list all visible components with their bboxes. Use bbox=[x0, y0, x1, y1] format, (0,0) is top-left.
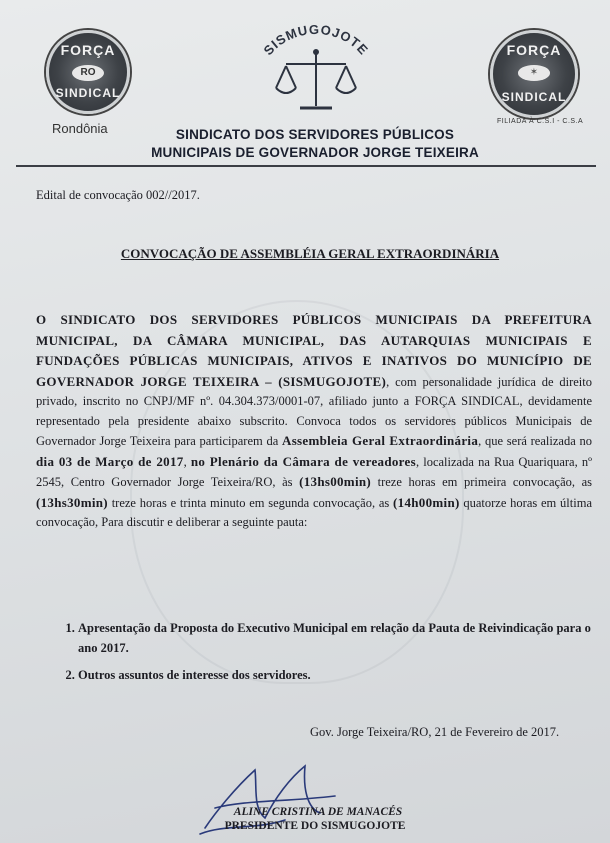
body-text-5: treze horas em primeira convocação, as bbox=[371, 475, 592, 489]
org-heading-line1: SINDICATO DOS SERVIDORES PÚBLICOS bbox=[175, 127, 455, 142]
agenda-item: 1. Apresentação da Proposta do Executivo Municipal em relação da Pauta de Reivindicação para o ano 2017. bbox=[78, 619, 608, 658]
agenda-item: 2. Outros assuntos de interesse dos servidores. bbox=[78, 666, 608, 686]
body-text-1: , com personalidade jurídica de direito privado, inscrito no CNPJ/MF nº. 04.304.373/0001-07, afiliado junto a FORÇA SINDICAL, devidamente representado pela presidente abaixo subscrito. Convoca todos os servidores públicos Municipais de Governador Jorge Teixeira para participarem da bbox=[36, 374, 592, 448]
edital-reference: Edital de convocação 002//2017. bbox=[36, 188, 200, 202]
logo-left-caption: Rondônia bbox=[52, 121, 108, 136]
signatory-name: ALINE CRISTINA DE MANACÉS bbox=[233, 806, 403, 818]
forca-sindical-rondonia-logo bbox=[46, 30, 130, 114]
forca-sindical-logo bbox=[490, 30, 578, 118]
org-heading-line2: MUNICIPAIS DE GOVERNADOR JORGE TEIXEIRA bbox=[151, 145, 479, 160]
sismugojote-emblem bbox=[246, 22, 386, 120]
logo-right-bottom-text: SINDICAL bbox=[501, 90, 567, 104]
header-divider bbox=[16, 165, 596, 167]
last-call-time: (14h00min) bbox=[393, 494, 460, 510]
assembly-venue: no Plenário da Câmara de vereadores bbox=[190, 453, 416, 469]
body-text-3: , bbox=[183, 454, 191, 469]
logo-left-top-text: FORÇA bbox=[60, 42, 116, 58]
logo-left-bottom-text: SINDICAL bbox=[55, 86, 121, 100]
body-text-6: treze horas e trinta minuto em segunda convocação, as bbox=[107, 495, 394, 510]
second-call-time: (13hs30min) bbox=[36, 494, 108, 510]
convocation-body bbox=[36, 310, 592, 533]
first-call-time: (13hs00min) bbox=[299, 474, 372, 489]
emblem-arc-text: SISMUGOJOTE bbox=[260, 22, 372, 58]
assembly-name: Assembleia Geral Extraordinária bbox=[282, 433, 479, 448]
assembly-date: dia 03 de Março de 2017 bbox=[36, 453, 184, 469]
agenda-list bbox=[58, 619, 608, 694]
body-text-4: , localizada na Rua Quariquara, nº 2545, Centro Governador Jorge Teixeira/RO, às bbox=[36, 454, 592, 489]
body-text-7: quatorze horas em última convocação, Para discutir e deliberar a seguinte pauta: bbox=[36, 495, 592, 529]
org-full-name: O SINDICATO DOS SERVIDORES PÚBLICOS MUNICIPAIS DA PREFEITURA MUNICIPAL, DA CÂMARA MUNICIPAL, DAS AUTARQUIAS MUNICIPAIS E FUNDAÇÕES PÚBLICAS MUNICIPAIS, ATIVOS E INATIVOS DO MUNICÍPIO DE GOVERNADOR JORGE TEIXEIRA – (SISMUGOJOTE) bbox=[36, 312, 592, 389]
logo-right-center-star: ✶ bbox=[518, 65, 551, 81]
logo-right-top-text: FORÇA bbox=[506, 42, 562, 58]
signatory-role: PRESIDENTE DO SISMUGOJOTE bbox=[224, 820, 406, 832]
body-text-2: , que será realizada no bbox=[478, 434, 592, 448]
document-title: CONVOCAÇÃO DE ASSEMBLÉIA GERAL EXTRAORDINÁRIA bbox=[120, 246, 500, 261]
logo-right-caption: FILIADA À C.S.I - C.S.A bbox=[497, 118, 584, 125]
logo-left-mid-text: RO bbox=[72, 65, 103, 81]
date-line: Gov. Jorge Teixeira/RO, 21 de Fevereiro de 2017. bbox=[310, 725, 560, 739]
